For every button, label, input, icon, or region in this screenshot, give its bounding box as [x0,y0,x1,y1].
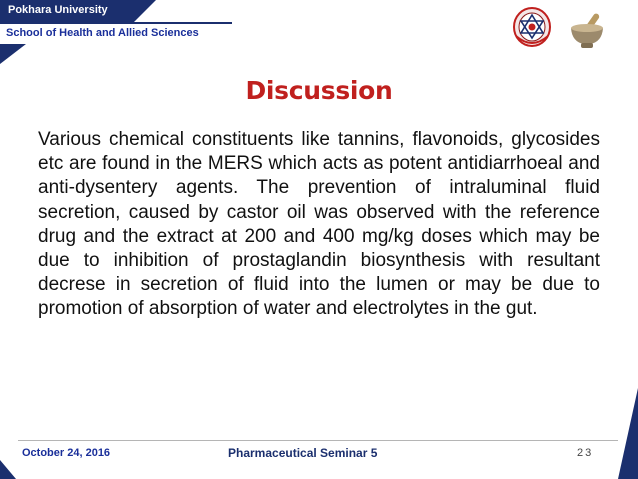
footer-divider [18,440,618,441]
footer-date: October 24, 2016 [22,447,111,459]
slide-title: Discussion [245,76,393,105]
footer-seminar-title: Pharmaceutical Seminar 5 [228,446,378,460]
page-number: 23 [577,447,594,459]
corner-decoration-right [618,388,638,479]
mortar-pestle-icon [566,10,608,50]
school-name: School of Health and Allied Sciences [6,27,199,39]
university-seal-icon [512,6,552,48]
slide-body-text: Various chemical constituents like tannins, flavonoids, glycosides etc are found in the MERS which acts as potent antidiarrhoeal and anti-dysentery agents. The prevention of intraluminal fluid secretion, caused by castor oil was observed with the reference drug and the extract at 200 and 400 mg/kg doses which may be due to inhibition of prostaglandin biosynthesis with resultant decrese in secretion of fluid into the lumen or may be due to promotion of absorption of water and electrolytes in the gut. [38,129,600,320]
corner-decoration-left [0,460,16,479]
header-banner-wedge [134,0,156,22]
university-name: Pokhara University [8,4,108,16]
